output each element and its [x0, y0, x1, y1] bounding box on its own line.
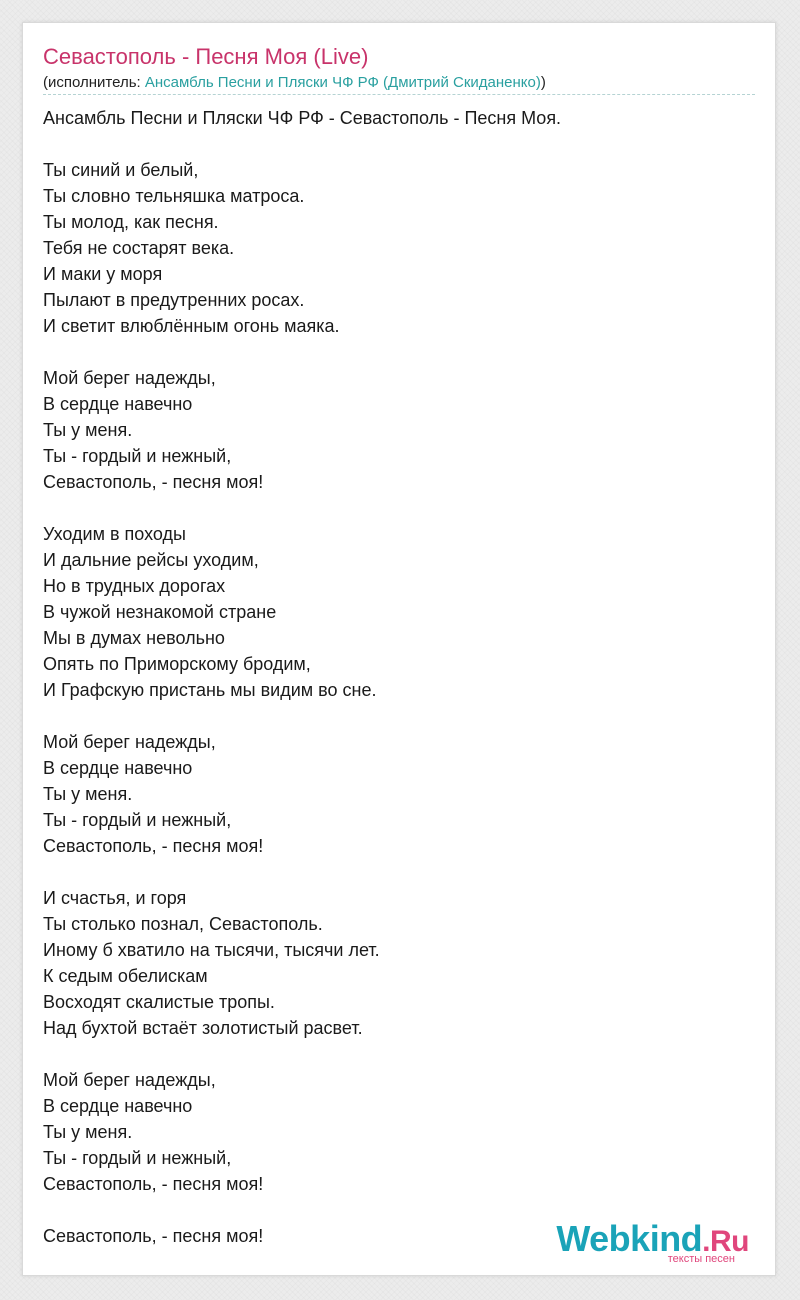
song-title: Севастополь - Песня Моя (Live) — [43, 44, 369, 69]
logo-name: Webkind — [556, 1218, 703, 1259]
lyrics-line: В сердце навечно — [43, 1096, 193, 1116]
lyrics-line: Опять по Приморскому бродим, — [43, 654, 311, 674]
lyrics-text — [43, 105, 757, 1249]
lyrics-blank-line — [43, 495, 757, 521]
artist-line — [43, 73, 546, 93]
lyrics-line: И Графскую пристань мы видим во сне. — [43, 680, 377, 700]
lyrics-blank-line — [43, 1041, 757, 1067]
lyrics-line: И дальние рейсы уходим, — [43, 550, 259, 570]
lyrics-line: Мой берег надежды, — [43, 368, 216, 388]
lyrics-line: Иному б хватило на тысячи, тысячи лет. — [43, 940, 380, 960]
lyrics-line: Ты у меня. — [43, 1122, 133, 1142]
lyrics-blank-line — [43, 339, 757, 365]
lyrics-line: Пылают в предутренних росах. — [43, 290, 305, 310]
lyrics-line: Севастополь, - песня моя! — [43, 836, 264, 856]
artist-suffix: ) — [540, 74, 546, 91]
lyrics-line: И светит влюблённым огонь маяка. — [43, 316, 340, 336]
lyrics-line: Мы в думах невольно — [43, 628, 225, 648]
lyrics-blank-line — [43, 703, 757, 729]
lyrics-line: Ты - гордый и нежный, — [43, 1148, 232, 1168]
artist-link[interactable]: Ансамбль Песни и Пляски ЧФ РФ (Дмитрий Скиданенко) — [144, 74, 541, 91]
lyrics-line: Ты синий и белый, — [43, 160, 199, 180]
lyrics-line: Уходим в походы — [43, 524, 186, 544]
lyrics-line: Ты молод, как песня. — [43, 212, 219, 232]
lyrics-line: Мой берег надежды, — [43, 1070, 216, 1090]
lyrics-line: Восходят скалистые тропы. — [43, 992, 275, 1012]
lyrics-line: И счастья, и горя — [43, 888, 187, 908]
lyrics-blank-line — [43, 131, 757, 157]
lyrics-line: Севастополь, - песня моя! — [43, 1174, 264, 1194]
logo-tld: .Ru — [702, 1225, 749, 1258]
lyrics-line: Ты у меня. — [43, 420, 133, 440]
lyrics-line: Ты у меня. — [43, 784, 133, 804]
webkind-logo — [556, 1218, 753, 1265]
lyrics-line: Ты словно тельняшка матроса. — [43, 186, 305, 206]
logo-tagline: тексты песен — [667, 1253, 735, 1265]
lyrics-line: Но в трудных дорогах — [43, 576, 226, 596]
lyrics-line: Ансамбль Песни и Пляски ЧФ РФ - Севастополь - Песня Моя. — [43, 108, 562, 128]
lyrics-line: В чужой незнакомой стране — [43, 602, 277, 622]
lyrics-line: Севастополь, - песня моя! — [43, 1226, 264, 1246]
lyrics-card — [22, 22, 776, 1276]
lyrics-line: Ты - гордый и нежный, — [43, 446, 232, 466]
lyrics-line: Ты - гордый и нежный, — [43, 810, 232, 830]
artist-prefix: (исполнитель: — [43, 74, 145, 91]
lyrics-line: Мой берег надежды, — [43, 732, 216, 752]
lyrics-line: Севастополь, - песня моя! — [43, 472, 264, 492]
lyrics-line: В сердце навечно — [43, 758, 193, 778]
lyrics-line: Ты столько познал, Севастополь. — [43, 914, 323, 934]
lyrics-line: Над бухтой встаёт золотистый расвет. — [43, 1018, 363, 1038]
header-divider — [43, 94, 755, 95]
lyrics-line: К седым обелискам — [43, 966, 208, 986]
lyrics-line: Тебя не состарят века. — [43, 238, 235, 258]
lyrics-line: И маки у моря — [43, 264, 163, 284]
lyrics-line: В сердце навечно — [43, 394, 193, 414]
lyrics-blank-line — [43, 859, 757, 885]
